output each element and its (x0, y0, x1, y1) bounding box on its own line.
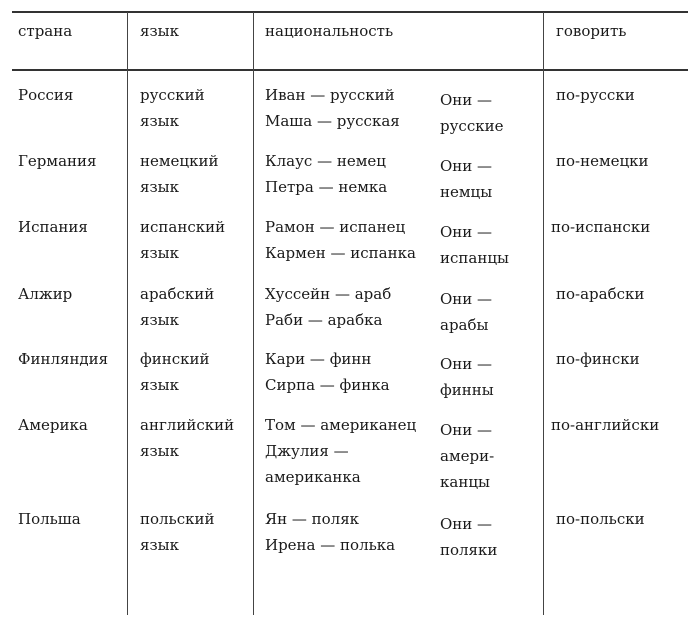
cell-nat2: Маша — русская (265, 112, 400, 130)
cell-lang2: язык (140, 442, 179, 460)
cell-lang2: язык (140, 311, 179, 329)
cell-speak: по-английски (551, 416, 660, 434)
column-divider (127, 12, 128, 615)
cell-nat2: Ирена — полька (265, 536, 396, 554)
cell-lang2: язык (140, 376, 179, 394)
cell-country: Польша (18, 510, 81, 528)
cell-nat2: Джулия — (265, 442, 349, 460)
header-bottom-rule (12, 69, 688, 71)
cell-plural2: арабы (440, 316, 489, 335)
cell-lang1: арабский (140, 285, 215, 303)
cell-speak: по-арабски (556, 285, 645, 303)
cell-lang1: финский (140, 350, 210, 368)
header-country: страна (18, 22, 73, 40)
cell-plural2: амери- (440, 447, 495, 466)
header-speak: говорить (556, 22, 627, 40)
cell-nat1: Кари — финн (265, 350, 372, 368)
cell-lang1: русский (140, 86, 205, 104)
cell-lang2: язык (140, 178, 179, 196)
cell-lang1: польский (140, 510, 215, 528)
cell-nat1: Том — американец (265, 416, 417, 434)
column-divider (253, 12, 254, 615)
cell-nat2: Кармен — испанка (265, 244, 416, 262)
cell-nat1: Иван — русский (265, 86, 395, 104)
cell-plural2: поляки (440, 541, 498, 560)
cell-speak: по-фински (556, 350, 640, 368)
cell-nat2: Сирпа — финка (265, 376, 390, 394)
cell-plural2: русские (440, 117, 504, 136)
cell-nat1: Ян — поляк (265, 510, 360, 528)
cell-plural1: Они — (440, 421, 493, 440)
cell-plural2: немцы (440, 183, 493, 202)
cell-plural1: Они — (440, 157, 493, 176)
cell-nat1: Хуссейн — араб (265, 285, 392, 303)
header-language: язык (140, 22, 179, 40)
cell-nat1: Клаус — немец (265, 152, 386, 170)
cell-plural1: Они — (440, 223, 493, 242)
cell-plural1: Они — (440, 290, 493, 309)
table-top-rule (12, 11, 688, 13)
cell-speak: по-немецки (556, 152, 649, 170)
cell-plural1: Они — (440, 355, 493, 374)
cell-speak: по-русски (556, 86, 635, 104)
cell-plural1: Они — (440, 515, 493, 534)
cell-country: Алжир (18, 285, 73, 303)
cell-speak: по-испански (551, 218, 651, 236)
cell-plural2: финны (440, 381, 494, 400)
cell-lang1: английский (140, 416, 235, 434)
column-divider (543, 12, 544, 615)
cell-speak: по-польски (556, 510, 645, 528)
cell-lang1: немецкий (140, 152, 219, 170)
cell-country: Америка (18, 416, 88, 434)
cell-country: Россия (18, 86, 74, 104)
cell-lang2: язык (140, 112, 179, 130)
cell-lang1: испанский (140, 218, 226, 236)
cell-nat3: американка (265, 468, 361, 486)
cell-plural1: Они — (440, 91, 493, 110)
cell-nat2: Раби — арабка (265, 311, 383, 329)
cell-plural2: испанцы (440, 249, 509, 268)
cell-nat2: Петра — немка (265, 178, 388, 196)
cell-lang2: язык (140, 244, 179, 262)
header-nationality: национальность (265, 22, 394, 40)
cell-country: Германия (18, 152, 97, 170)
cell-country: Испания (18, 218, 88, 236)
cell-nat1: Рамон — испанец (265, 218, 406, 236)
cell-country: Финляндия (18, 350, 109, 368)
cell-lang2: язык (140, 536, 179, 554)
cell-plural3: канцы (440, 473, 490, 492)
